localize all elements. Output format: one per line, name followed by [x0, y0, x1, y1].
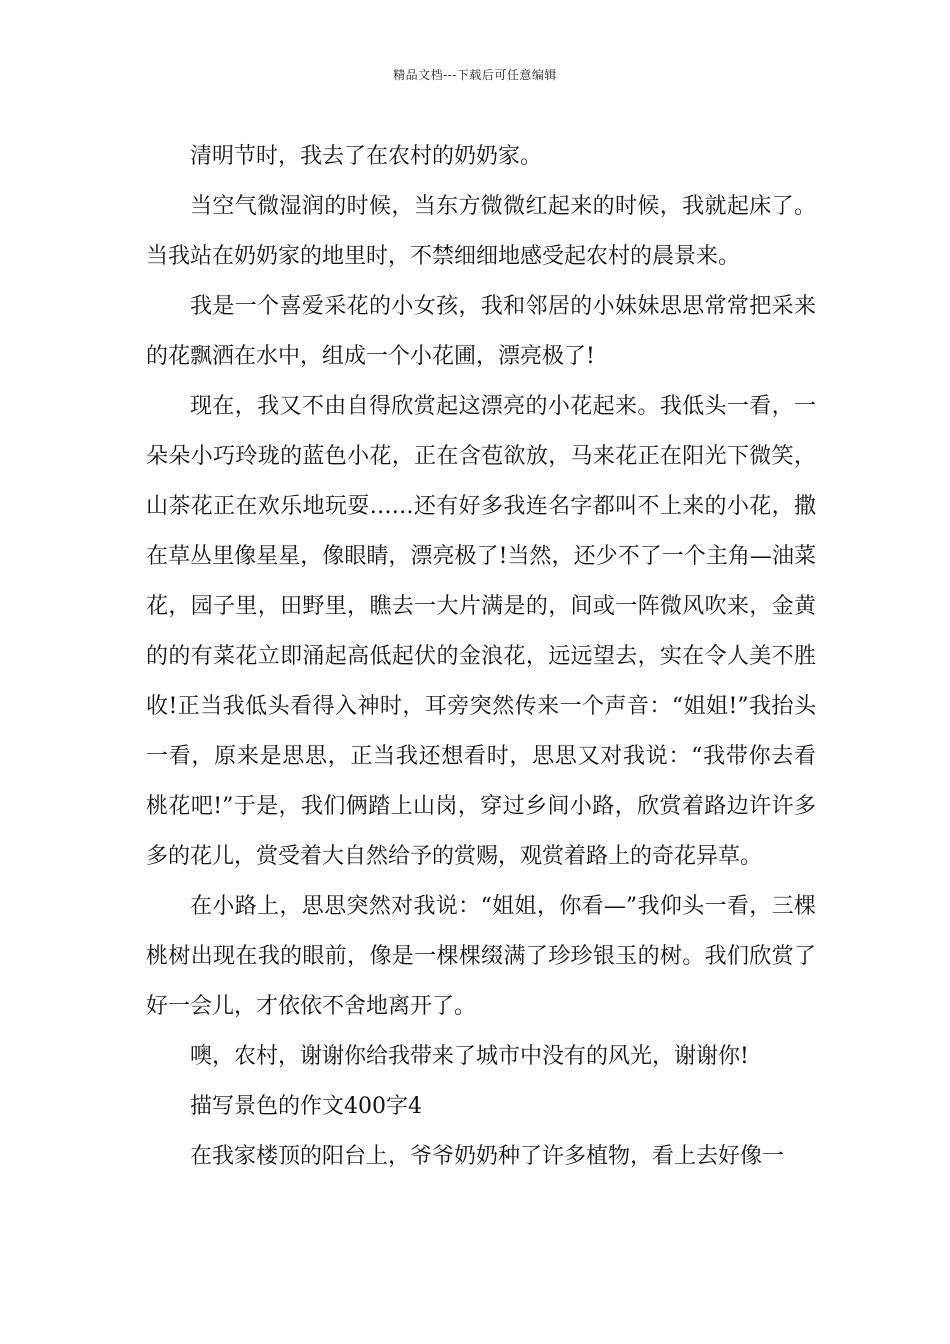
document-body — [146, 132, 816, 1182]
section-heading: 描写景色的作文400字4 — [190, 1094, 422, 1119]
paragraph-1: 清明节时，我去了在农村的奶奶家。 — [190, 144, 543, 169]
paragraph-7: 在我家楼顶的阳台上，爷爷奶奶种了许多植物，看上去好像一 — [190, 1144, 785, 1169]
page-header: 精品文档---下载后可任意编辑 — [393, 68, 557, 82]
paragraph-2: 当空气微湿润的时候，当东方微微红起来的时候，我就起床了。当我站在奶奶家的地里时，不禁细细地感受起农村的晨景来。 — [146, 194, 816, 269]
paragraph-3: 我是一个喜爱采花的小女孩，我和邻居的小妹妹思思常常把采来的花飘洒在水中，组成一个小花圃，漂亮极了! — [146, 294, 816, 369]
paragraph-5: 在小路上，思思突然对我说：“姐姐，你看—”我仰头一看，三棵桃树出现在我的眼前，像是一棵棵缀满了珍珍银玉的树。我们欣赏了好一会儿，才依依不舍地离开了。 — [146, 894, 816, 1019]
paragraph-4: 现在，我又不由自得欣赏起这漂亮的小花起来。我低头一看，一朵朵小巧玲珑的蓝色小花，正在含苞欲放，马来花正在阳光下微笑，山茶花正在欢乐地玩耍……还有好多我连名字都叫不上来的小花，撒在草丛里像星星，像眼睛，漂亮极了!当然，还少不了一个主角—油菜花，园子里，田野里，瞧去一大片满是的，间或一阵微风吹来，金黄的的有菜花立即涌起高低起伏的金浪花，远远望去，实在令人美不胜收!正当我低头看得入神时，耳旁突然传来一个声音：“姐姐!”我抬头一看，原来是思思，正当我还想看时，思思又对我说：“我带你去看桃花吧!”于是，我们俩踏上山岗，穿过乡间小路，欣赏着路边许许多多的花儿，赏受着大自然给予的赏赐，观赏着路上的奇花异草。 — [146, 394, 816, 869]
paragraph-6: 噢，农村，谢谢你给我带来了城市中没有的风光，谢谢你! — [190, 1044, 749, 1069]
